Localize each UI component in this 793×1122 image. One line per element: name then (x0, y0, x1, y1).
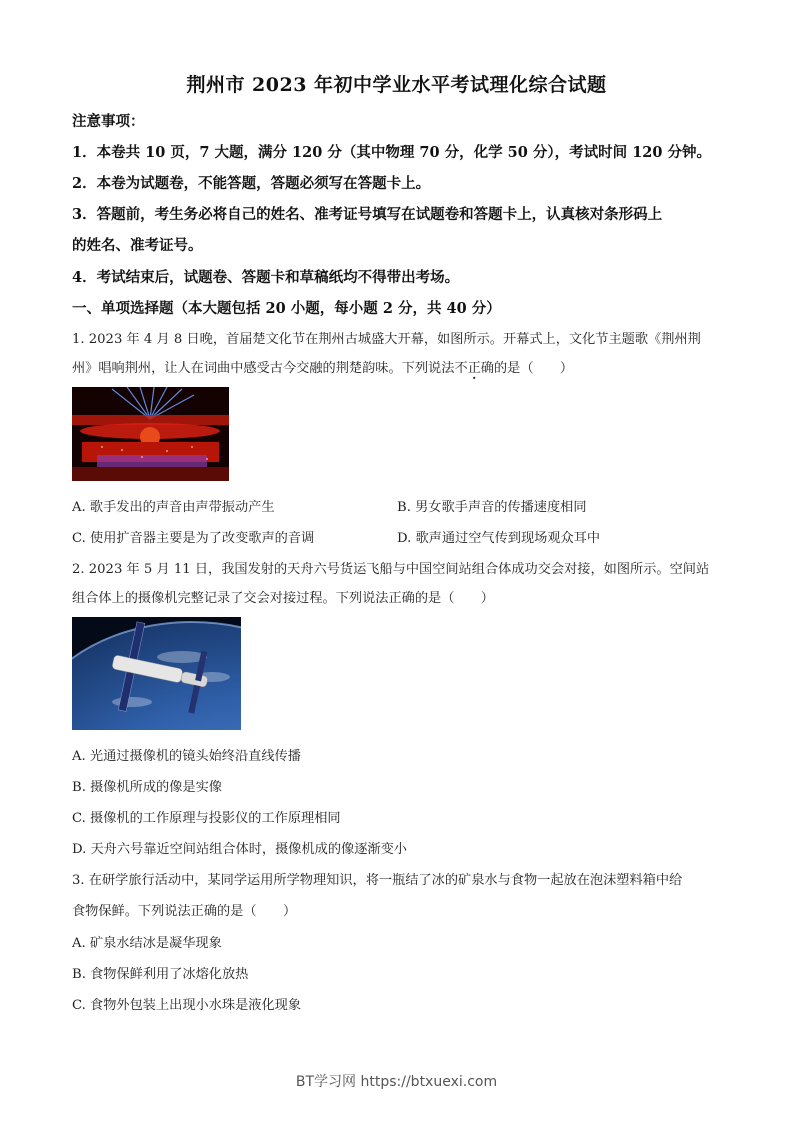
question-1-stem-pre: 州》唱响荆州，让人在词曲中感受古今交融的荆楚韵味。下列说法 (72, 361, 455, 376)
notice-item-1: 1．本卷共 10 页，7 大题，满分 120 分（其中物理 70 分，化学 50 分），考试时间 120 分钟。 (72, 144, 712, 161)
page-title: 荆州市 2023 年初中学业水平考试理化综合试题 (186, 74, 607, 96)
question-1-emphasis: 不正确 (454, 361, 494, 376)
notice-item-3-cont: 的姓名、准考证号。 (72, 237, 203, 254)
question-2-option-a: A. 光通过摄像机的镜头始终沿直线传播 (72, 749, 301, 764)
footer-watermark: BT学习网 https://btxuexi.com (295, 1074, 498, 1090)
question-2-option-d: D. 天舟六号靠近空间站组合体时，摄像机成的像逐渐变小 (72, 842, 407, 857)
question-3-stem: 3. 在研学旅行活动中，某同学运用所学物理知识，将一瓶结了冰的矿泉水与食物一起放在泡沫塑料箱中给 (72, 873, 683, 888)
question-3-option-b: B. 食物保鲜利用了冰熔化放热 (72, 967, 249, 982)
notice-item-2: 2．本卷为试题卷，不能答题，答题必须写在答题卡上。 (72, 175, 431, 192)
question-2-option-c: C. 摄像机的工作原理与投影仪的工作原理相同 (72, 811, 341, 826)
question-1-stem-post: 的是（ ） (494, 361, 574, 376)
stage-lights-illustration (72, 387, 229, 481)
question-2-stem-cont: 组合体上的摄像机完整记录了交会对接过程。下列说法正确的是（ ） (72, 591, 494, 606)
question-2-option-b: B. 摄像机所成的像是实像 (72, 780, 222, 795)
question-3-stem-cont: 食物保鲜。下列说法正确的是（ ） (72, 904, 297, 919)
question-1-option-a: A. 歌手发出的声音由声带振动产生 (72, 500, 275, 515)
question-1-option-b: B. 男女歌手声音的传播速度相同 (397, 500, 587, 515)
question-1-image (72, 387, 229, 481)
notice-item-3: 3．答题前，考生务必将自己的姓名、准考证号填写在试题卷和答题卡上，认真核对条形码上 (72, 206, 663, 223)
space-station-illustration (72, 617, 241, 730)
question-3-option-a: A. 矿泉水结冰是凝华现象 (72, 936, 222, 951)
question-1-option-d: D. 歌声通过空气传到现场观众耳中 (397, 531, 601, 546)
notice-heading: 注意事项： (72, 113, 145, 130)
question-1-option-c: C. 使用扩音器主要是为了改变歌声的音调 (72, 531, 315, 546)
question-1-stem-cont (72, 357, 573, 376)
question-2-stem: 2. 2023 年 5 月 11 日，我国发射的天舟六号货运飞船与中国空间站组合体成功交会对接，如图所示。空间站 (72, 562, 710, 577)
question-3-option-c: C. 食物外包装上出现小水珠是液化现象 (72, 998, 302, 1013)
notice-item-4: 4．考试结束后，试题卷、答题卡和草稿纸均不得带出考场。 (72, 269, 460, 286)
question-1-stem: 1. 2023 年 4 月 8 日晚，首届楚文化节在荆州古城盛大开幕，如图所示。开幕式上，文化节主题歌《荆州荆 (72, 332, 701, 347)
section-heading: 一、单项选择题（本大题包括 20 小题，每小题 2 分，共 40 分） (72, 300, 501, 317)
question-2-image (72, 617, 241, 730)
